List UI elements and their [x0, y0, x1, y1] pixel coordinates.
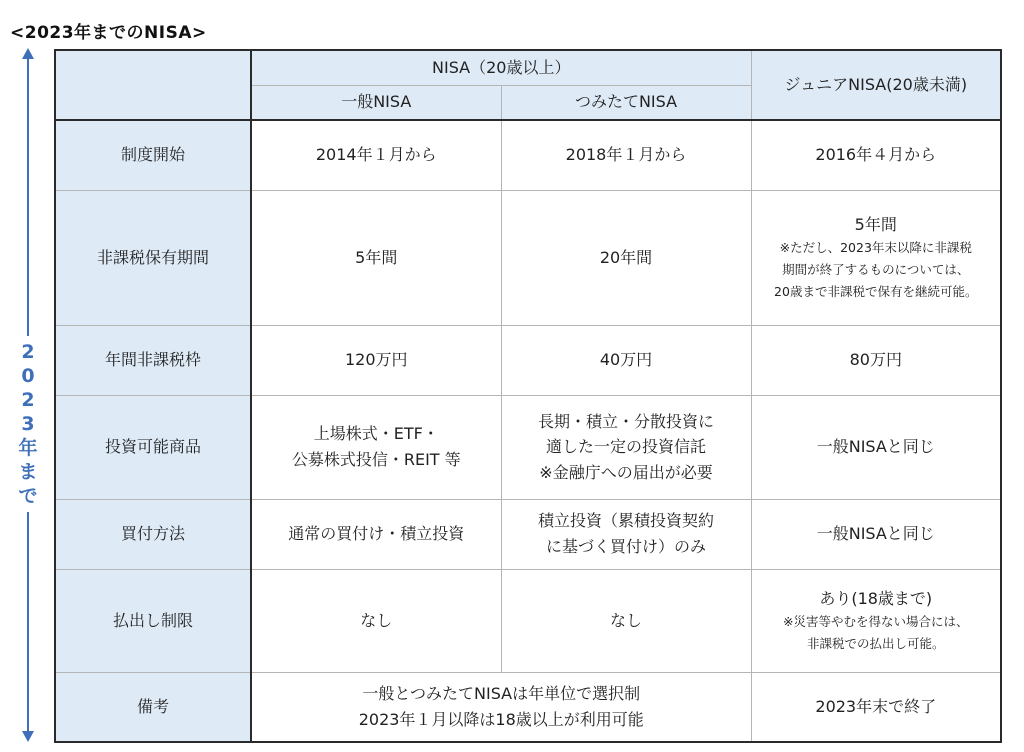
- cell-products-general: [251, 395, 501, 499]
- remarks-nisa-line: 2023年１月以降は18歳以上が利用可能: [358, 709, 644, 729]
- cell-start-junior: 2016年４月から: [751, 120, 1001, 190]
- table-row: [55, 120, 1001, 190]
- cell-period-tsumitate: 20年間: [501, 190, 751, 325]
- period-junior-note: 20歳まで非課税で保有を継続可能。: [774, 284, 978, 300]
- header-general: 一般NISA: [251, 85, 501, 120]
- products-tsumitate-line: ※金融庁への届出が必要: [539, 462, 713, 482]
- purchase-tsumitate-line: に基づく買付け）のみ: [546, 537, 707, 556]
- row-label-limit: 年間非課税枠: [55, 325, 251, 395]
- period-junior-note: ※ただし、2023年末以降に非課税: [779, 240, 972, 256]
- header-nisa-group: NISA（20歳以上）: [251, 50, 751, 85]
- products-tsumitate-line: 長期・積立・分散投資に: [538, 411, 715, 431]
- timeline-char: 2: [21, 341, 35, 363]
- cell-start-general: 2014年１月から: [251, 120, 501, 190]
- cell-withdrawal-junior: [751, 569, 1001, 672]
- cell-limit-general: 120万円: [251, 325, 501, 395]
- withdrawal-junior-note: ※災害等やむを得ない場合には、: [783, 614, 969, 630]
- cell-limit-junior: 80万円: [751, 325, 1001, 395]
- timeline-char: 年: [18, 437, 38, 459]
- table-row: [55, 190, 1001, 325]
- row-label-purchase: 買付方法: [55, 499, 251, 569]
- cell-period-junior: [751, 190, 1001, 325]
- table-row: [55, 325, 1001, 395]
- cell-period-general: 5年間: [251, 190, 501, 325]
- cell-withdrawal-general: なし: [251, 569, 501, 672]
- cell-remarks-nisa: [251, 672, 751, 742]
- cell-purchase-tsumitate: [501, 499, 751, 569]
- cell-products-junior: 一般NISAと同じ: [751, 395, 1001, 499]
- cell-remarks-junior: 2023年末で終了: [751, 672, 1001, 742]
- table-row: [55, 569, 1001, 672]
- timeline-char: 0: [21, 365, 35, 387]
- header-corner: [55, 50, 251, 120]
- cell-withdrawal-tsumitate: なし: [501, 569, 751, 672]
- table-row: [55, 395, 1001, 499]
- row-label-start: 制度開始: [55, 120, 251, 190]
- timeline-char: 2: [21, 389, 35, 411]
- row-label-products: 投資可能商品: [55, 395, 251, 499]
- timeline-axis: [10, 48, 46, 742]
- page-title: <2023年までのNISA>: [10, 23, 207, 43]
- products-tsumitate-line: 適した一定の投資信託: [546, 437, 707, 457]
- row-label-period: 非課税保有期間: [55, 190, 251, 325]
- timeline-char: で: [18, 485, 38, 507]
- table-row: [55, 672, 1001, 742]
- header-junior: ジュニアNISA(20歳未満): [751, 50, 1001, 120]
- cell-purchase-junior: 一般NISAと同じ: [751, 499, 1001, 569]
- timeline-char: 3: [21, 413, 35, 435]
- remarks-nisa-line: 一般とつみたてNISAは年単位で選択制: [362, 684, 641, 704]
- header-row-1: [55, 50, 1001, 85]
- period-junior-note: 期間が終了するものについては、: [782, 262, 970, 278]
- timeline-label: [10, 336, 46, 512]
- row-label-withdrawal: 払出し制限: [55, 569, 251, 672]
- products-general-line: 公募株式投信・REIT 等: [291, 450, 461, 469]
- timeline-char: ま: [18, 461, 38, 483]
- cell-purchase-general: 通常の買付け・積立投資: [251, 499, 501, 569]
- period-junior-main: 5年間: [854, 214, 897, 234]
- row-label-remarks: 備考: [55, 672, 251, 742]
- withdrawal-junior-main: あり(18歳まで): [819, 588, 933, 608]
- products-general-line: 上場株式・ETF・: [313, 424, 439, 444]
- cell-limit-tsumitate: 40万円: [501, 325, 751, 395]
- nisa-comparison-table: [54, 49, 1002, 743]
- cell-products-tsumitate: [501, 395, 751, 499]
- header-tsumitate: つみたてNISA: [501, 85, 751, 120]
- withdrawal-junior-note: 非課税での払出し可能。: [807, 636, 945, 652]
- table-row: [55, 499, 1001, 569]
- cell-start-tsumitate: 2018年１月から: [501, 120, 751, 190]
- purchase-tsumitate-line: 積立投資（累積投資契約: [538, 511, 715, 531]
